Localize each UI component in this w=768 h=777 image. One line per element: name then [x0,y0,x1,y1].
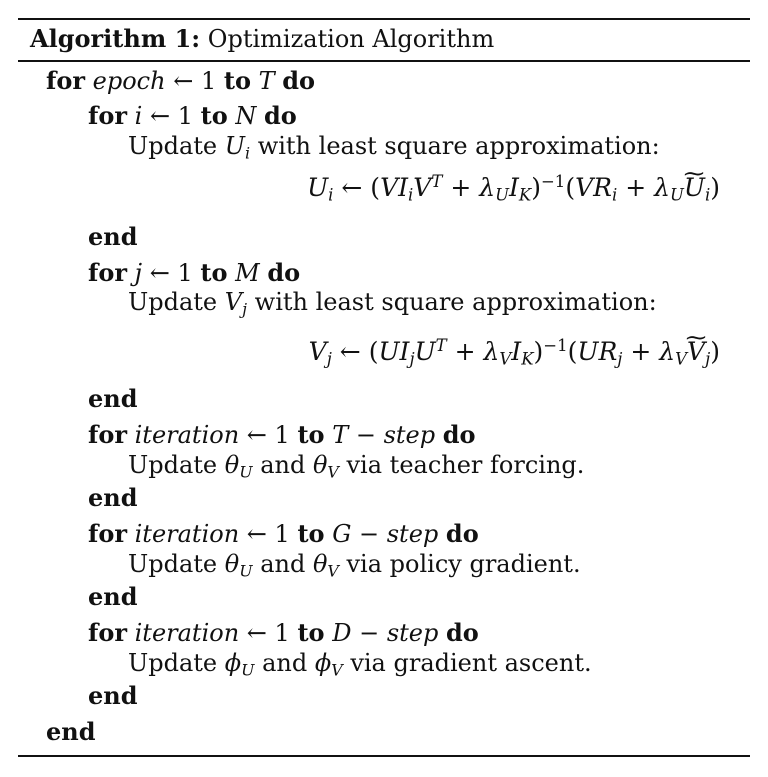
top-rule [18,18,750,20]
algorithm-name: Optimization Algorithm [207,25,495,53]
i-loop-end: end [88,222,138,251]
u-update-equation: $U_i$ ← $(VI_iV^T + \lambda_UI_K)^{-1}(VR_i$ + $\lambda_U\sim$ $U_i$) [307,172,720,204]
gradient-ascent-line: Update $\phi_U$ and $\phi_V$ via gradient ascent. [128,649,592,680]
epoch-loop-header: for epoch ← 1 to T do [46,66,316,95]
algorithm-caption [30,24,494,53]
j-loop-end: end [88,384,138,413]
caption-rule [18,60,750,62]
algorithm-label: Algorithm 1: [30,24,201,53]
teacher-loop-end: end [88,483,138,512]
epoch-loop-end: end [46,717,96,746]
ascent-loop-header: for iteration ← 1 to D − step do [88,618,479,647]
policy-loop-header: for iteration ← 1 to G − step do [88,519,479,548]
policy-gradient-line: Update $\theta_U$ and $\theta_V$ via policy gradient. [128,550,581,581]
bottom-rule [18,755,750,757]
update-u-line: Update $U_i$ with least square approximation: [128,132,660,163]
update-v-line: Update $V_j$ with least square approximation: [128,288,657,319]
j-loop-header: for j ← 1 to M do [88,258,301,287]
ascent-loop-end: end [88,681,138,710]
i-loop-header: for i ← 1 to N do [88,101,297,130]
v-update-equation: $V_j$ ← $(UI_jU^T + \lambda_VI_K)^{-1}(UR_j$ + $\lambda_V\sim$ $V_j$) [309,336,720,368]
teacher-forcing-line: Update $\theta_U$ and $\theta_V$ via teacher forcing. [128,451,585,482]
teacher-loop-header: for iteration ← 1 to T − step do [88,420,476,449]
policy-loop-end: end [88,582,138,611]
